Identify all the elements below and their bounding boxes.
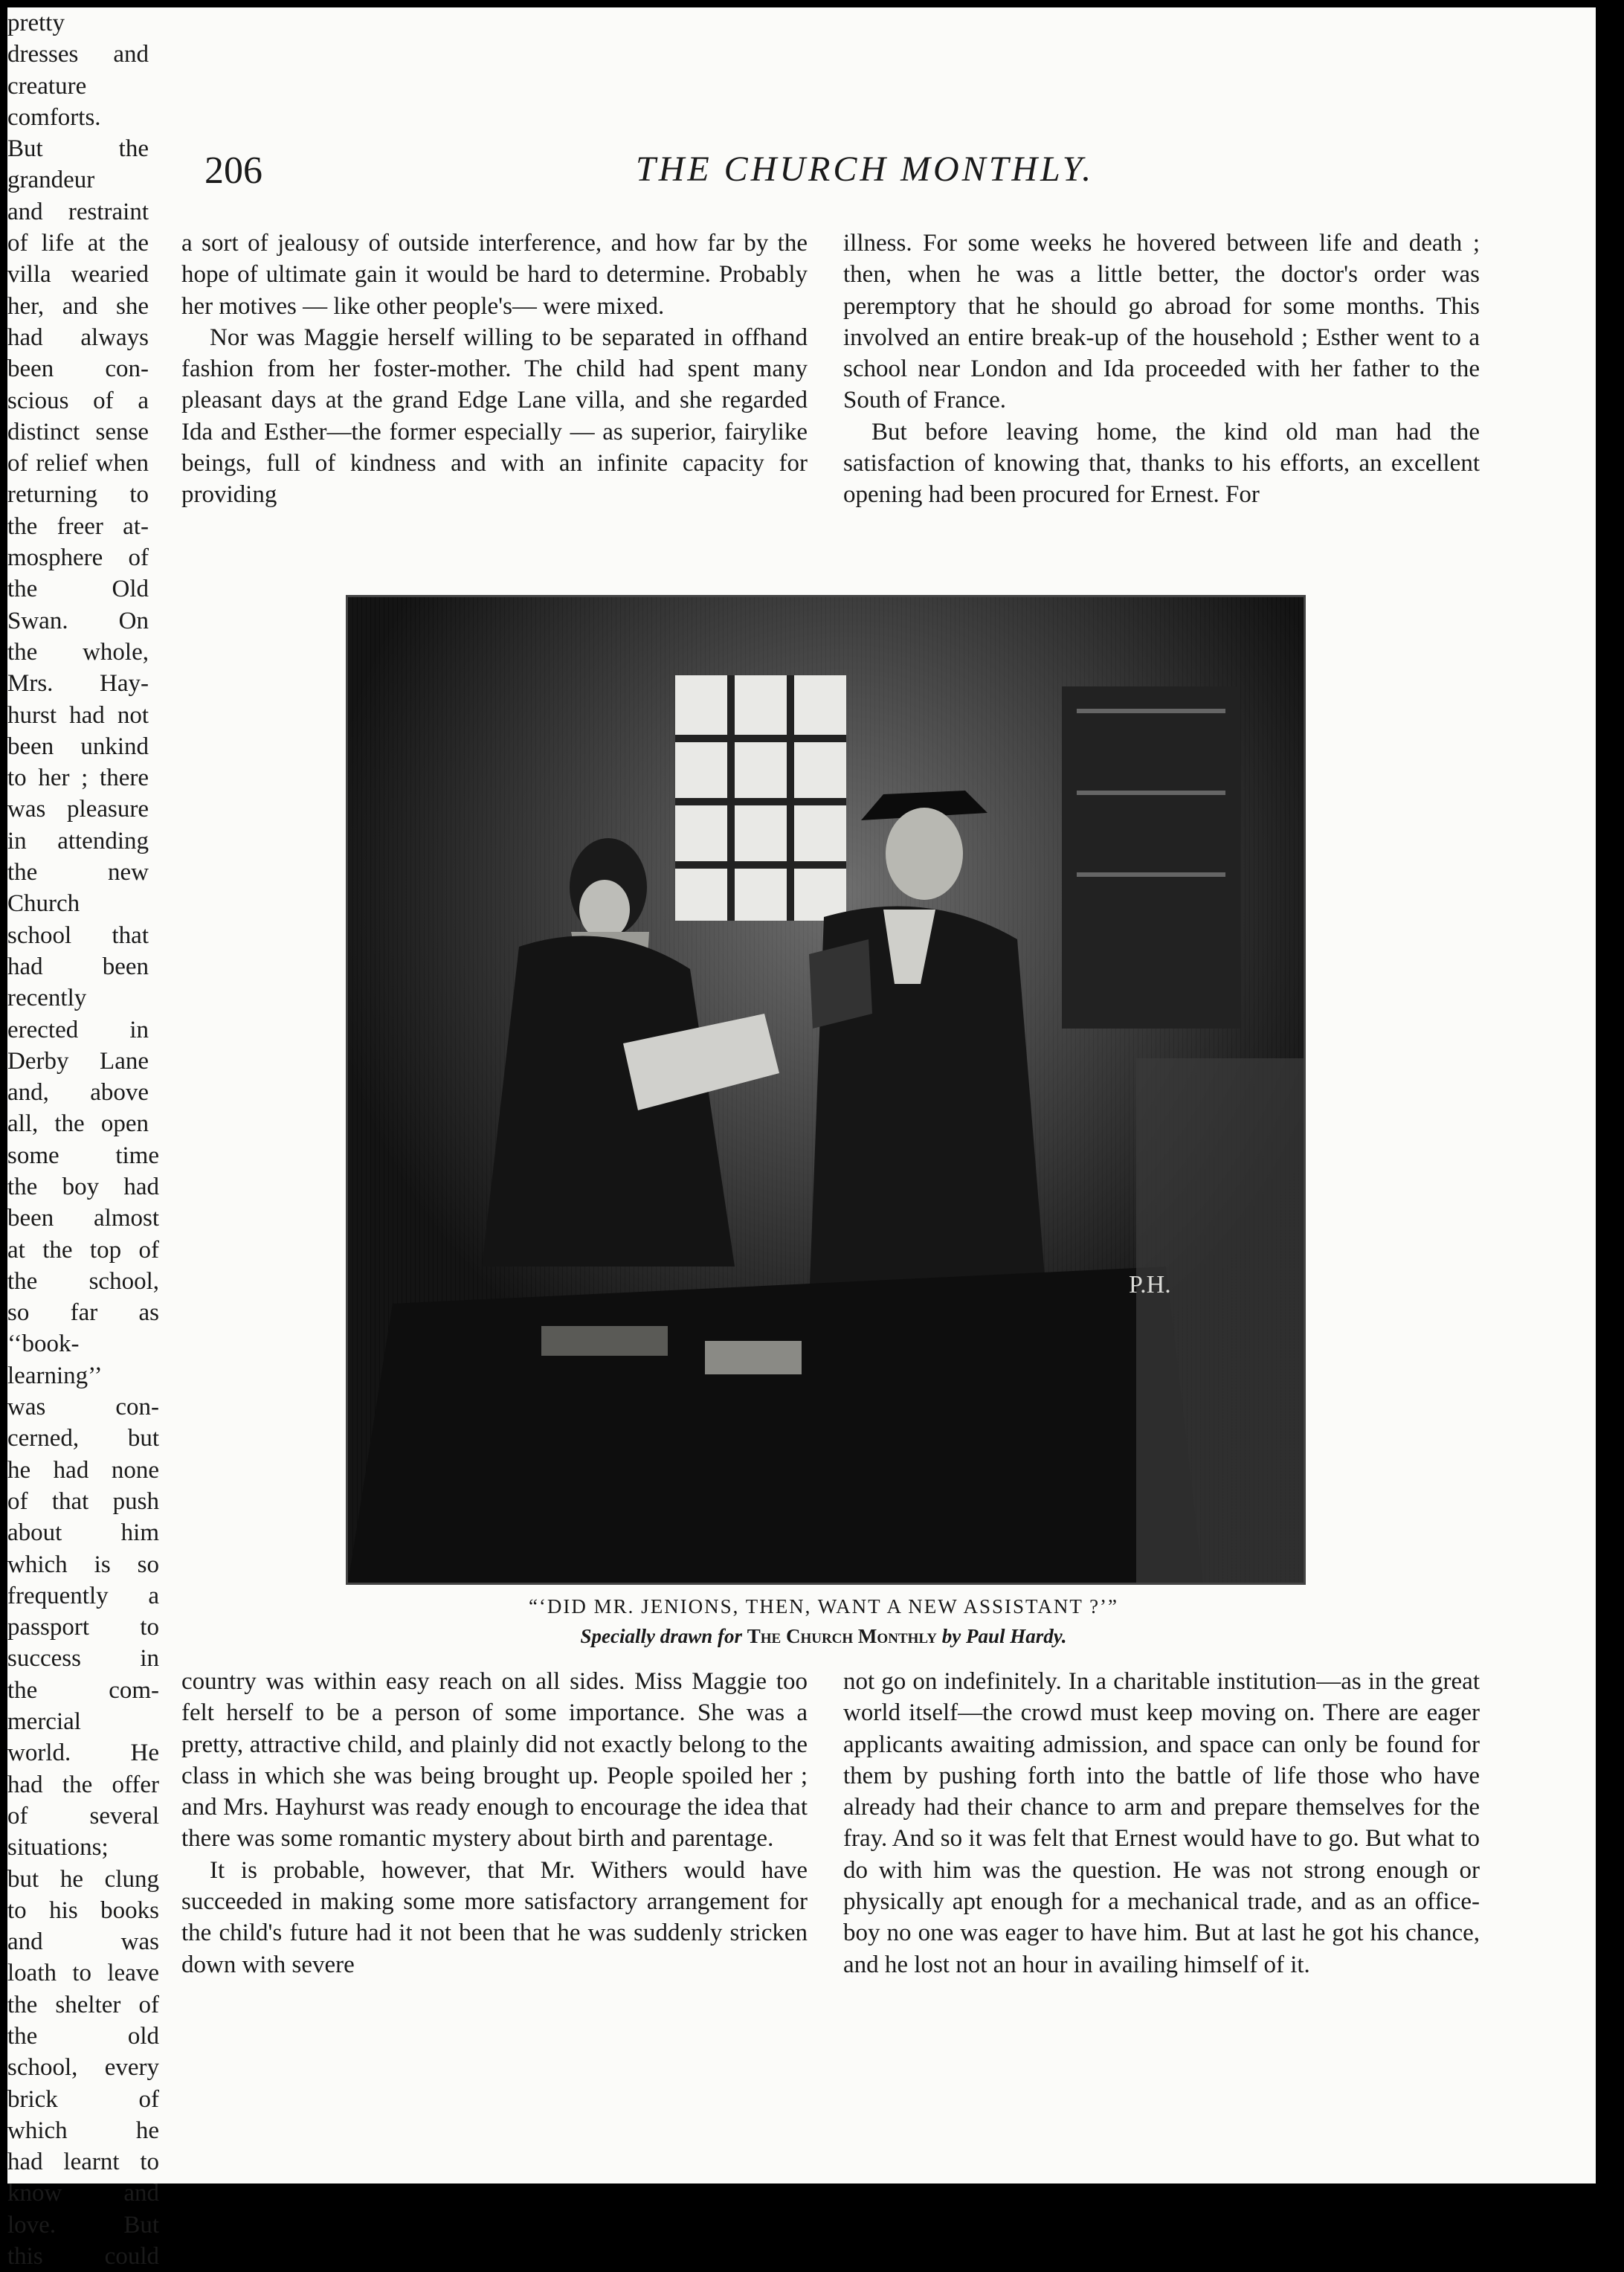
text-line: he had none xyxy=(7,1456,159,1484)
right-column-top xyxy=(843,228,1480,511)
text-line: Derby Lane xyxy=(7,1047,149,1075)
text-line: But the xyxy=(7,135,149,163)
illustration-caption xyxy=(346,1592,1301,1651)
text-line: been unkind xyxy=(7,733,149,760)
text-line: situations; xyxy=(7,1834,109,1861)
caption-credit xyxy=(346,1621,1301,1651)
text-line: dresses and xyxy=(7,41,149,68)
text-line: been almost xyxy=(7,1205,159,1232)
paragraph: It is probable, however, that Mr. Withers would have succeeded in making some more satisfactory arrangement for the child's future had it not been that he was suddenly stricken down with severe xyxy=(181,1856,808,1978)
bookshelf xyxy=(1062,686,1240,1029)
text-line: all, the open xyxy=(7,1110,149,1138)
text-line: had the offer xyxy=(7,1771,159,1798)
text-line: so far as xyxy=(7,1299,159,1327)
desk xyxy=(348,1267,1203,1583)
text-line: mosphere of xyxy=(7,544,149,572)
text-line: and restraint xyxy=(7,198,149,225)
text-line: to his books xyxy=(7,1896,159,1924)
text-line: of relief when xyxy=(7,450,149,477)
caption-publication: The Church Monthly xyxy=(747,1625,938,1647)
text-line: had always xyxy=(7,324,149,351)
text-line: ‘‘book- xyxy=(7,1330,80,1358)
text-line: and was xyxy=(7,1928,159,1956)
text-line: the com- xyxy=(7,1676,159,1704)
text-line: recently xyxy=(7,985,87,1012)
text-line: distinct sense xyxy=(7,418,149,445)
running-title: THE CHURCH MONTHLY. xyxy=(636,149,1095,189)
text-line: Swan. On xyxy=(7,607,149,634)
caption-credit-suffix: by Paul Hardy. xyxy=(937,1625,1067,1647)
text-line: the boy had xyxy=(7,1173,159,1200)
text-line: hurst had not xyxy=(7,701,149,729)
text-line: was pleasure xyxy=(7,796,149,823)
text-line: school, every xyxy=(7,2054,159,2082)
text-line: her, and she xyxy=(7,292,149,320)
text-line: returning to xyxy=(7,481,149,509)
left-column-bottom xyxy=(181,1666,808,1980)
text-line: Mrs. Hay- xyxy=(7,670,149,698)
text-line: scious of a xyxy=(7,387,149,414)
page xyxy=(7,7,1596,2271)
text-line: and, above xyxy=(7,1079,149,1107)
text-line: passport to xyxy=(7,1614,159,1641)
paragraph: not go on indefinitely. In a charitable institution—as in the great world itself—the crowd must keep moving on. There are eager applicants awaiting admission, and space can only be found for them by pushing forth into the battle of life those who have already had their chance to arm and prepare themselves for the fray. And so it was felt that Ernest would have to go. But what to do with him was the question. He was not strong enough or physically apt enough for a mechanical trade, and as an office-boy no one was eager to have him. But at last he got his chance, and he lost not an hour in availing himself of it. xyxy=(843,1668,1480,1978)
caption-credit-prefix: Specially drawn for xyxy=(580,1625,747,1647)
text-line: Church xyxy=(7,890,80,918)
text-line: frequently a xyxy=(7,1582,159,1609)
paragraph: a sort of jealousy of outside interference, and how far by the hope of ultimate gain it would be hard to determine. Probably her motives — like other people's— were mixed. xyxy=(181,230,808,320)
text-line: villa wearied xyxy=(7,261,149,289)
text-line: this could xyxy=(7,2243,159,2271)
engraved-illustration xyxy=(346,595,1306,1585)
text-line: of life at the xyxy=(7,230,149,257)
text-line: some time xyxy=(7,1142,159,1169)
paragraph: But before leaving home, the kind old man had the satisfaction of knowing that, thanks to his efforts, an excellent opening had been procured for Ernest. For xyxy=(843,418,1480,509)
caption-quote: “‘DID MR. JENIONS, THEN, WANT A NEW ASSISTANT ?’” xyxy=(528,1595,1119,1618)
text-line: but he clung xyxy=(7,1865,159,1893)
text-line: was con- xyxy=(7,1394,159,1421)
scan-edge xyxy=(1596,7,1624,2183)
text-line: school that xyxy=(7,921,149,949)
text-line: to her ; there xyxy=(7,765,149,792)
text-line: pretty xyxy=(7,10,65,36)
text-line: which he xyxy=(7,2117,159,2144)
text-line: been con- xyxy=(7,355,149,383)
text-line: loath to leave xyxy=(7,1960,159,1987)
text-line: at the top of xyxy=(7,1236,159,1264)
text-line: erected in xyxy=(7,1016,149,1043)
artist-signature: P.H. xyxy=(1129,1271,1171,1298)
text-line: of that push xyxy=(7,1487,159,1515)
text-line: had learnt to xyxy=(7,2149,159,2176)
text-line: world. He xyxy=(7,1740,159,1767)
page-number: 206 xyxy=(204,149,262,192)
text-line: the old xyxy=(7,2023,159,2050)
text-line: the shelter of xyxy=(7,1991,159,2018)
text-line: know and xyxy=(7,2180,159,2207)
paragraph: Nor was Maggie herself willing to be separated in offhand fashion from her foster-mother. The child had spent many pleasant days at the grand Edge Lane villa, and she regarded Ida and Esther—the former especially — as superior, fairylike beings, full of kindness and with an infinite capacity for providing xyxy=(181,324,808,509)
text-line: which is so xyxy=(7,1551,159,1578)
text-line: the new xyxy=(7,859,149,886)
text-line: success in xyxy=(7,1645,159,1673)
text-line: creature xyxy=(7,72,87,100)
right-column-bottom xyxy=(843,1666,1480,1980)
text-line: about him xyxy=(7,1519,159,1547)
text-line: love. But xyxy=(7,2211,159,2239)
text-line: had been xyxy=(7,953,149,980)
text-line: learning’’ xyxy=(7,1362,103,1389)
page-header xyxy=(204,149,1498,201)
text-line: mercial xyxy=(7,1708,81,1736)
text-line: the school, xyxy=(7,1267,159,1295)
text-line: of several xyxy=(7,1802,159,1829)
window xyxy=(675,675,846,921)
illustration-drawing xyxy=(348,597,1304,1583)
text-line: in attending xyxy=(7,827,149,855)
text-line: grandeur xyxy=(7,167,95,194)
text-line: the Old xyxy=(7,576,149,603)
text-line: brick of xyxy=(7,2085,159,2113)
text-line: cerned, but xyxy=(7,1425,159,1452)
left-narrow-column xyxy=(7,7,149,1140)
text-line: comforts. xyxy=(7,103,101,131)
text-line: the freer at- xyxy=(7,512,149,540)
paragraph: country was within easy reach on all sides. Miss Maggie too felt herself to be a person of some importance. She was a pretty, attractive child, and plainly did not exactly belong to the class in which she was being brought up. People spoiled her ; and Mrs. Hayhurst was ready enough to encourage the idea that there was some romantic mystery about birth and parentage. xyxy=(181,1668,808,1853)
right-narrow-column xyxy=(7,1140,159,2272)
left-column-top xyxy=(181,228,808,511)
paragraph: illness. For some weeks he hovered between life and death ; then, when he was a little better, the doctor's order was peremptory that he should go abroad for some months. This involved an entire break-up of the household ; Esther went to a school near London and Ida proceeded with her father to the South of France. xyxy=(843,230,1480,414)
text-line: the whole, xyxy=(7,638,149,666)
